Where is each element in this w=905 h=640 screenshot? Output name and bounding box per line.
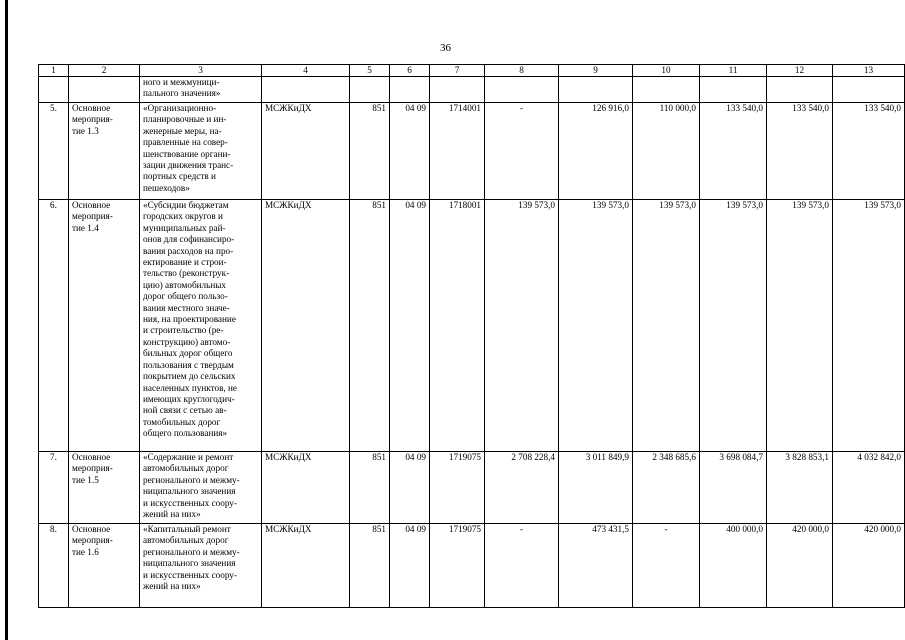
cell-number: 6. xyxy=(39,200,69,452)
table-row xyxy=(39,103,905,200)
cell-number: 5. xyxy=(39,103,69,200)
cell-value: - xyxy=(485,524,559,608)
binder-line xyxy=(5,0,8,640)
cell-executor: МСЖКиДХ xyxy=(262,524,350,608)
cell-value: 126 916,0 xyxy=(559,103,633,200)
cell-value: 473 431,5 xyxy=(559,524,633,608)
budget-table xyxy=(38,64,905,608)
table-row xyxy=(39,524,905,608)
cell-executor: МСЖКиДХ xyxy=(262,103,350,200)
cell-value: 420 000,0 xyxy=(767,524,833,608)
column-header: 11 xyxy=(700,65,767,77)
cell-value: 400 000,0 xyxy=(700,524,767,608)
cell-event: Основное мероприя- тие 1.6 xyxy=(69,524,140,608)
cell-grbs: 851 xyxy=(350,452,390,524)
column-header: 12 xyxy=(767,65,833,77)
table-row xyxy=(39,452,905,524)
column-header: 6 xyxy=(390,65,430,77)
cell-value: 133 540,0 xyxy=(700,103,767,200)
cell-value: 3 011 849,9 xyxy=(559,452,633,524)
continuation-row xyxy=(39,77,905,103)
cell-grbs: 851 xyxy=(350,200,390,452)
cell-event: Основное мероприя- тие 1.3 xyxy=(69,103,140,200)
cell-event: Основное мероприя- тие 1.4 xyxy=(69,200,140,452)
cell-csr: 1718001 xyxy=(430,200,485,452)
page-number: 36 xyxy=(440,42,451,54)
cell-csr: 1719075 xyxy=(430,452,485,524)
cell-value: 139 573,0 xyxy=(833,200,905,452)
cell-value: 139 573,0 xyxy=(485,200,559,452)
cell-value: 139 573,0 xyxy=(767,200,833,452)
column-header: 8 xyxy=(485,65,559,77)
column-header: 1 xyxy=(39,65,69,77)
cell-value: 139 573,0 xyxy=(633,200,700,452)
cell-number: 8. xyxy=(39,524,69,608)
cell-value: 4 032 842,0 xyxy=(833,452,905,524)
column-header: 2 xyxy=(69,65,140,77)
cell-executor: МСЖКиДХ xyxy=(262,452,350,524)
cell-value: - xyxy=(485,103,559,200)
cell-value: - xyxy=(633,524,700,608)
cell-number: 7. xyxy=(39,452,69,524)
cell-grbs: 851 xyxy=(350,103,390,200)
cell-description: «Содержание и ремонт автомобильных дорог регионального и межму- ниципального значения и искусственных соору- жений на них» xyxy=(140,452,262,524)
cell-executor: МСЖКиДХ xyxy=(262,200,350,452)
cell-description: ного и межмуници- пального значения» xyxy=(140,77,262,103)
cell-value: 139 573,0 xyxy=(559,200,633,452)
column-header: 7 xyxy=(430,65,485,77)
cell-event: Основное мероприя- тие 1.5 xyxy=(69,452,140,524)
column-header: 3 xyxy=(140,65,262,77)
cell-value: 133 540,0 xyxy=(767,103,833,200)
cell-rzpr: 04 09 xyxy=(390,524,430,608)
cell-description: «Субсидии бюджетам городских округов и муниципальных рай- онов для софинансиро- вания расходов на про- ектирование и строи- тельство (реконструк- цию) автомобильных дорог общего пользо- вания местного значе- ния, на проектирование и строительство (ре- конструкцию) автомо- бильных дорог общего пользования с твердым покрытием до сельских населенных пунктов, не имеющих круглогодич- ной связи с сетью ав- томобильных дорог общего пользования» xyxy=(140,200,262,452)
cell-rzpr: 04 09 xyxy=(390,452,430,524)
cell-csr: 1719075 xyxy=(430,524,485,608)
cell-value: 420 000,0 xyxy=(833,524,905,608)
column-header: 4 xyxy=(262,65,350,77)
cell-value: 133 540,0 xyxy=(833,103,905,200)
cell-description: «Организационно- планировочные и ин- женерные меры, на- правленные на совер- шенствование органи- зации движения транс- портных средств и пешеходов» xyxy=(140,103,262,200)
cell-grbs: 851 xyxy=(350,524,390,608)
cell-rzpr: 04 09 xyxy=(390,103,430,200)
cell-value: 2 708 228,4 xyxy=(485,452,559,524)
table-row xyxy=(39,200,905,452)
header-row xyxy=(39,65,905,77)
column-header: 10 xyxy=(633,65,700,77)
cell-value: 2 348 685,6 xyxy=(633,452,700,524)
cell-value: 3 698 084,7 xyxy=(700,452,767,524)
column-header: 5 xyxy=(350,65,390,77)
cell-value: 3 828 853,1 xyxy=(767,452,833,524)
cell-csr: 1714001 xyxy=(430,103,485,200)
cell-description: «Капитальный ремонт автомобильных дорог регионального и межму- ниципального значения и искусственных соору- жений на них» xyxy=(140,524,262,608)
cell-rzpr: 04 09 xyxy=(390,200,430,452)
cell-value: 139 573,0 xyxy=(700,200,767,452)
column-header: 9 xyxy=(559,65,633,77)
cell-value: 110 000,0 xyxy=(633,103,700,200)
column-header: 13 xyxy=(833,65,905,77)
